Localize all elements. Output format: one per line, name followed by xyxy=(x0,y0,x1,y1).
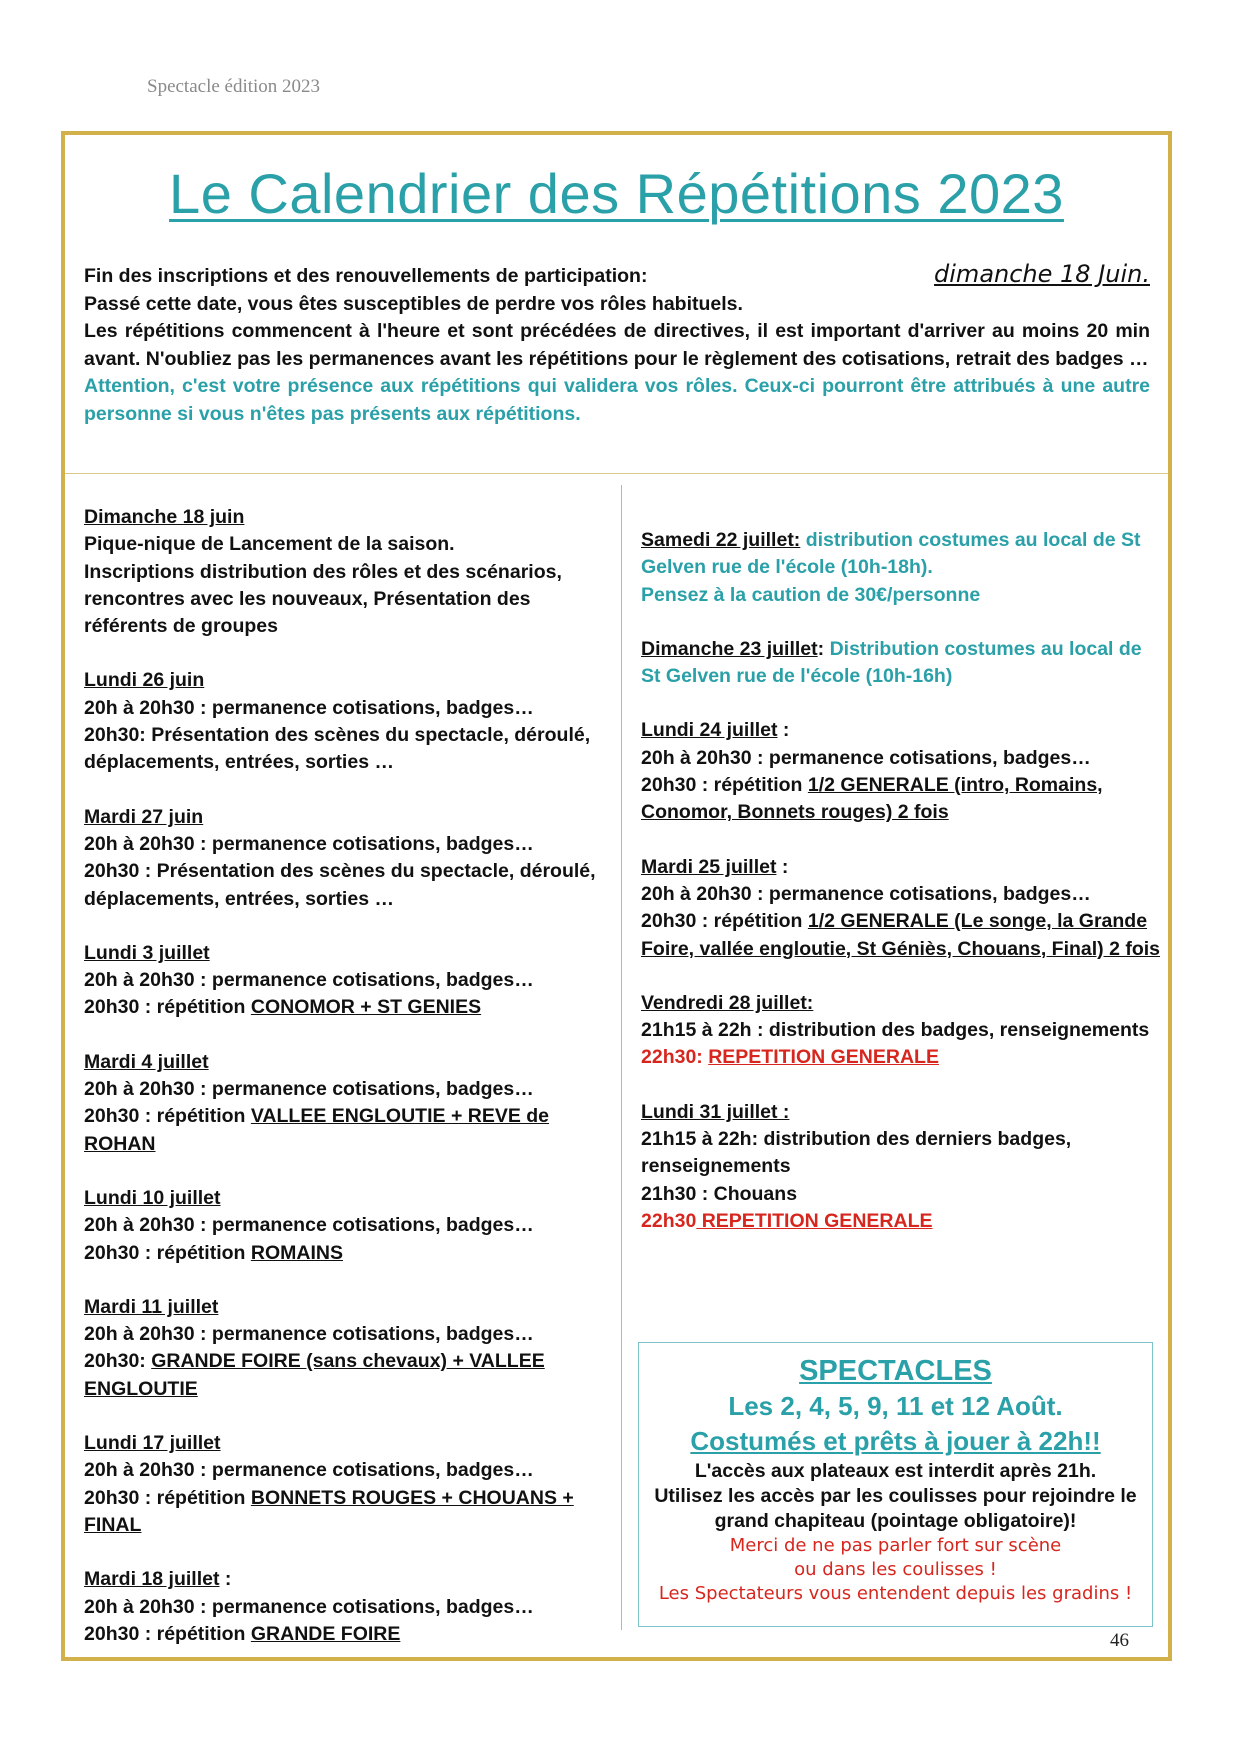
schedule-entry xyxy=(641,717,1161,826)
intro-line-1 xyxy=(84,261,1150,291)
entry-rehearsal xyxy=(641,908,1161,963)
entry-date: Lundi 3 juillet xyxy=(84,941,210,964)
intro-warning: Attention, c'est votre présence aux répétitions qui validera vos rôles. Ceux-ci pourront être attribués à une autre personne si vous n'êtes pas présents aux répétitions. xyxy=(84,375,1150,425)
entry-permanence: 20h à 20h30 : permanence cotisations, badges… xyxy=(641,882,1091,905)
entry-date-line xyxy=(641,854,1161,881)
costume-info: Distribution costumes au local de St Gelven rue de l'école (10h-16h) xyxy=(641,637,1142,688)
entry-permanence: 20h à 20h30 : permanence cotisations, badges… xyxy=(641,746,1091,769)
entry-rehearsal xyxy=(84,1348,614,1403)
rehearsal-time: 20h30: xyxy=(84,1350,152,1373)
schedule-right-column xyxy=(641,527,1161,1262)
entry-rehearsal xyxy=(84,1621,614,1648)
entry-line: 21h30 : Chouans xyxy=(641,1182,798,1205)
rehearsal-time: 20h30 : répétition xyxy=(84,1241,251,1264)
schedule-entry xyxy=(84,504,614,640)
entry-date: Lundi 10 juillet xyxy=(84,1186,221,1209)
spectacles-quiet-2: ou dans les coulisses ! xyxy=(794,1559,997,1580)
calendar-frame xyxy=(61,131,1172,1661)
entry-date: Samedi 22 juillet: xyxy=(641,529,801,551)
general-rehearsal xyxy=(641,1208,1161,1235)
entry-permanence: 20h à 20h30 : permanence cotisations, badges… xyxy=(84,1078,534,1101)
costume-info: distribution costumes au local de St Gelven rue de l'école (10h-18h). xyxy=(641,529,1141,579)
entry-date: Lundi 26 juin xyxy=(84,669,205,692)
rehearsal-time: 20h30 : répétition xyxy=(84,1486,251,1509)
entry-permanence: 20h à 20h30 : permanence cotisations, badges… xyxy=(84,1459,534,1482)
rehearsal-time: 20h30 : répétition xyxy=(641,910,808,933)
entry-date: Vendredi 28 juillet: xyxy=(641,991,814,1014)
entry-permanence: 20h à 20h30 : permanence cotisations, badges… xyxy=(84,696,534,719)
rehearsal-scenes: BONNETS ROUGES + CHOUANS + FINAL xyxy=(84,1486,574,1536)
rehearsal-time: 22h30: xyxy=(641,1046,709,1069)
entry-rehearsal xyxy=(641,772,1161,827)
rehearsal-scenes: ROMAINS xyxy=(250,1241,343,1264)
rehearsal-scenes: REPETITION GENERALE xyxy=(696,1209,933,1232)
entry-date: Mardi 25 juillet xyxy=(641,855,777,878)
page-number: 46 xyxy=(1110,1630,1129,1651)
rehearsal-time: 20h30 : répétition xyxy=(84,996,251,1019)
intro-line-3: Les répétitions commencent à l'heure et sont précédées de directives, il est important d'arriver au moins 20 min avant. N'oubliez pas les permanences avant les répétitions pour le règlement des cotisations, retrait des badges … xyxy=(84,320,1150,370)
schedule-entry xyxy=(84,940,614,1022)
entry-date-line xyxy=(84,1566,614,1593)
page-title: Le Calendrier des Répétitions 2023 xyxy=(169,162,1064,225)
schedule-entry xyxy=(84,1566,614,1648)
rehearsal-time: 20h30 : répétition xyxy=(84,1622,251,1645)
entry-line: Inscriptions distribution des rôles et des scénarios, rencontres avec les nouveaux, Présentation des référents de groupes xyxy=(84,560,562,638)
rehearsal-scenes: REPETITION GENERALE xyxy=(708,1046,939,1069)
rehearsal-time: 20h30 : répétition xyxy=(84,1105,251,1128)
rehearsal-scenes: 1/2 GENERALE (intro, Romains, Conomor, Bonnets rouges) 2 fois xyxy=(641,774,1103,824)
entry-permanence: 20h à 20h30 : permanence cotisations, badges… xyxy=(84,832,534,855)
entry-permanence: 20h à 20h30 : permanence cotisations, badges… xyxy=(84,1595,534,1618)
entry-date: Mardi 18 juillet xyxy=(84,1568,220,1591)
rehearsal-scenes: VALLEE ENGLOUTIE + REVE de ROHAN xyxy=(84,1105,550,1155)
schedule-entry xyxy=(84,667,614,776)
schedule-entry xyxy=(84,1049,614,1158)
entry-date: Mardi 27 juin xyxy=(84,805,204,828)
spectacles-dates: Les 2, 4, 5, 9, 11 et 12 Août. xyxy=(728,1391,1063,1421)
spectacles-box xyxy=(638,1342,1153,1627)
intro-line-2: Passé cette date, vous êtes susceptibles de perdre vos rôles habituels. xyxy=(84,292,743,315)
entry-rehearsal xyxy=(84,1103,614,1158)
schedule-left-column xyxy=(84,504,614,1675)
entry-date: Dimanche 18 juin xyxy=(84,506,245,528)
schedule-entry xyxy=(641,854,1161,963)
spectacles-title: SPECTACLES xyxy=(799,1355,992,1387)
rehearsal-scenes: GRANDE FOIRE xyxy=(250,1622,401,1645)
entry-date: Lundi 24 juillet xyxy=(641,719,778,742)
horizontal-divider xyxy=(65,473,1168,474)
schedule-entry xyxy=(641,1099,1161,1235)
schedule-entry xyxy=(641,636,1161,691)
entry-date: Mardi 4 juillet xyxy=(84,1050,209,1073)
entry-costume xyxy=(641,527,1161,582)
entry-line: Pique-nique de Lancement de la saison. xyxy=(84,533,455,556)
entry-date-sep: : xyxy=(219,1568,232,1591)
entry-line: 21h15 à 22h: distribution des derniers badges, renseignements xyxy=(641,1128,1072,1178)
entry-rehearsal xyxy=(84,1485,614,1540)
schedule-entry xyxy=(84,1185,614,1267)
spectacles-backstage: Utilisez les accès par les coulisses pour rejoindre le grand chapiteau (pointage obligatoire)! xyxy=(654,1485,1137,1532)
intro-deadline-date: dimanche 18 Juin. xyxy=(934,260,1150,288)
rehearsal-time: 20h30 : répétition xyxy=(641,774,808,797)
spectacles-ready: Costumés et prêts à jouer à 22h!! xyxy=(690,1426,1101,1456)
rehearsal-scenes: CONOMOR + ST GENIES xyxy=(250,996,482,1019)
entry-date: Dimanche 23 juillet xyxy=(641,637,818,660)
spectacles-quiet-3: Les Spectateurs vous entendent depuis les gradins ! xyxy=(658,1583,1133,1604)
entry-date: Lundi 31 juillet : xyxy=(641,1100,790,1123)
entry-rehearsal xyxy=(84,1240,614,1267)
general-rehearsal xyxy=(641,1044,1161,1071)
schedule-entry xyxy=(84,804,614,913)
entry-date-sep: : xyxy=(777,719,790,742)
rehearsal-time: 22h30 xyxy=(641,1209,697,1232)
entry-permanence: 20h à 20h30 : permanence cotisations, badges… xyxy=(84,1323,534,1346)
intro-text xyxy=(84,261,1150,428)
entry-line: 20h30: Présentation des scènes du spectacle, déroulé, déplacements, entrées, sorties … xyxy=(84,724,591,774)
entry-permanence: 20h à 20h30 : permanence cotisations, badges… xyxy=(84,1214,534,1237)
rehearsal-scenes: 1/2 GENERALE (Le songe, la Grande Foire, vallée engloutie, St Géniès, Chouans, Final) 2 fois xyxy=(641,910,1161,960)
rehearsal-scenes: GRANDE FOIRE (sans chevaux) + VALLEE ENGLOUTIE xyxy=(84,1350,545,1400)
spectacles-access: L'accès aux plateaux est interdit après 21h. xyxy=(694,1460,1097,1482)
entry-date-sep: : xyxy=(817,637,825,660)
entry-permanence: 20h à 20h30 : permanence cotisations, badges… xyxy=(84,969,534,992)
intro-deadline-text: Fin des inscriptions et des renouvellements de participation: xyxy=(84,265,648,287)
entry-costume xyxy=(641,636,1161,691)
entry-line: 21h15 à 22h : distribution des badges, renseignements xyxy=(641,1019,1150,1042)
page-header: Spectacle édition 2023 xyxy=(147,76,321,97)
schedule-entry xyxy=(84,1294,614,1403)
entry-date-line xyxy=(641,717,1161,744)
schedule-entry xyxy=(84,1430,614,1539)
schedule-entry xyxy=(641,990,1161,1072)
entry-date-sep: : xyxy=(776,855,789,878)
entry-date: Mardi 11 juillet xyxy=(84,1295,219,1318)
costume-deposit: Pensez à la caution de 30€/personne xyxy=(641,583,981,606)
schedule-entry xyxy=(641,527,1161,609)
entry-date: Lundi 17 juillet xyxy=(84,1432,221,1455)
spectacles-quiet-1: Merci de ne pas parler fort sur scène xyxy=(729,1535,1062,1556)
entry-rehearsal xyxy=(84,994,614,1021)
column-divider xyxy=(621,485,622,1630)
entry-line: 20h30 : Présentation des scènes du spectacle, déroulé, déplacements, entrées, sorties … xyxy=(84,860,596,910)
